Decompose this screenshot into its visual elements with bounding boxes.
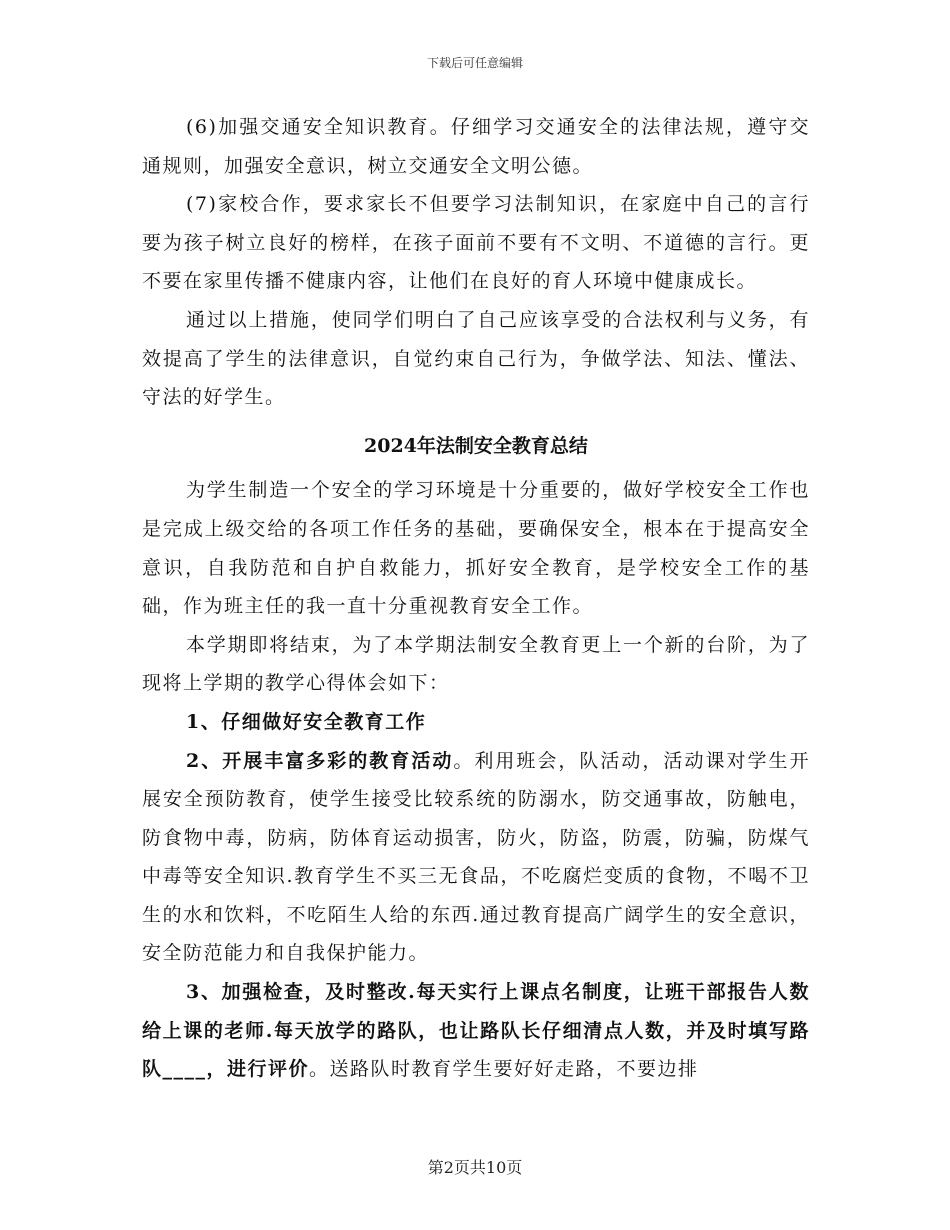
- list-item-3-text: 。送路队时教育学生要好好走路，不要边排: [309, 1058, 699, 1081]
- section-title: 2024年法制安全教育总结: [364, 434, 588, 457]
- list-item-3: [142, 973, 810, 1089]
- page-number: 第2页共10页: [427, 1158, 523, 1177]
- document-body: [142, 108, 810, 1089]
- paragraph-item-6: (6)加强交通安全知识教育。仔细学习交通安全的法律法规，遵守交通规则，加强安全意识，树立交通安全文明公德。: [142, 116, 810, 177]
- paragraph-intro: 为学生制造一个安全的学习环境是十分重要的，做好学校安全工作也是完成上级交给的各项工作任务的基础，要确保安全，根本在于提高安全意识，自我防范和自护自救能力，抓好安全教育，是学校安全工作的基础，作为班主任的我一直十分重视教育安全工作。: [142, 479, 810, 618]
- paragraph-summary: 通过以上措施，使同学们明白了自己应该享受的合法权利与义务，有效提高了学生的法律意识，自觉约束自己行为，争做学法、知法、懂法、守法的好学生。: [142, 308, 810, 409]
- list-item-2-heading: 2、开展丰富多彩的教育活动: [186, 749, 454, 772]
- list-item-2-text: 。利用班会，队活动，活动课对学生开展安全预防教育，使学生接受比较系统的防溺水，防交通事故，防触电，防食物中毒，防病，防体育运动损害，防火，防盗，防震，防骗，防煤气中毒等安全知识.教育学生不买三无食品，不吃腐烂变质的食物，不喝不卫生的水和饮料，不吃陌生人给的东西.通过教育提高广阔学生的安全意识，安全防范能力和自我保护能力。: [142, 749, 810, 965]
- paragraph-semester: 本学期即将结束，为了本学期法制安全教育更上一个新的台阶，为了现将上学期的教学心得体会如下：: [142, 633, 810, 695]
- paragraph-item-7: (7)家校合作，要求家长不但要学习法制知识，在家庭中自己的言行要为孩子树立良好的榜样，在孩子面前不要有不文明、不道德的言行。更不要在家里传播不健康内容，让他们在良好的育人环境中健康成长。: [142, 193, 810, 293]
- page-header-note: 下载后可任意编辑: [426, 56, 523, 70]
- list-item-1: 1、仔细做好安全教育工作: [186, 710, 427, 733]
- list-item-3-heading: 3、加强检查，及时整改.每天实行上课点名制度，让班干部报告人数给上课的老师.每天放学的路队，也让路队长仔细清点人数，并及时填写路队____，进行评价: [142, 981, 810, 1081]
- list-item-2: [142, 742, 810, 974]
